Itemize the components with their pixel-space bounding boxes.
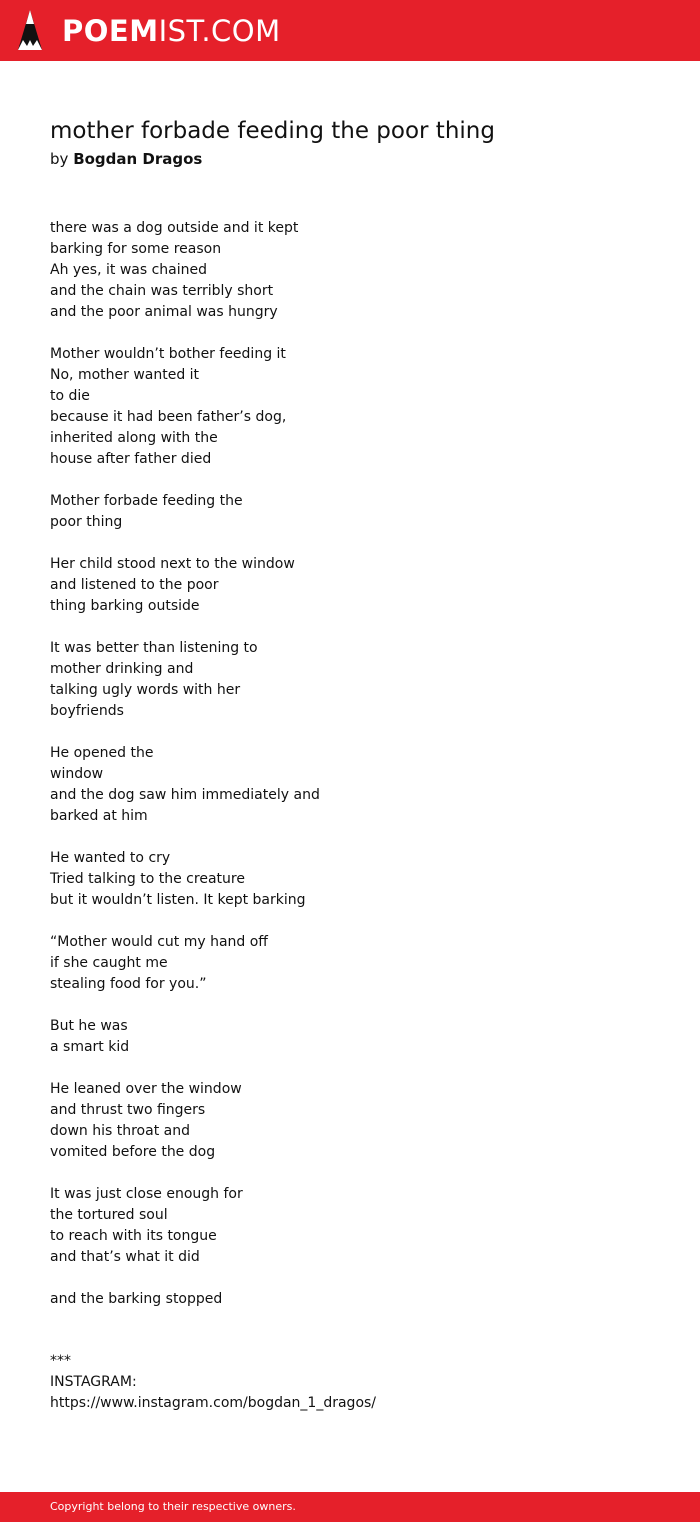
poem-stanza	[50, 218, 650, 323]
poem-line: and the poor animal was hungry	[50, 304, 278, 320]
poem-line: inherited along with the	[50, 430, 218, 446]
poem-line: the tortured soul	[50, 1207, 168, 1223]
poem-stanza	[50, 1184, 650, 1268]
poem-line: He leaned over the window	[50, 1081, 242, 1097]
poem-line: there was a dog outside and it kept	[50, 220, 299, 236]
poem-line: and thrust two fingers	[50, 1102, 206, 1118]
poem-line: Her child stood next to the window	[50, 556, 295, 572]
poem-body	[50, 218, 650, 1331]
poem-line: Tried talking to the creature	[50, 871, 245, 887]
poem-line: boyfriends	[50, 703, 124, 719]
poem-stanza	[50, 554, 650, 617]
poem-line: and the barking stopped	[50, 1291, 223, 1307]
poem-line: and listened to the poor	[50, 577, 219, 593]
poem-title: mother forbade feeding the poor thing	[50, 118, 495, 144]
poem-line: vomited before the dog	[50, 1144, 216, 1160]
byline	[50, 148, 202, 170]
poem-line: poor thing	[50, 514, 123, 530]
site-header	[0, 0, 700, 61]
poem-line: It was just close enough for	[50, 1186, 243, 1202]
poem-line: Mother wouldn’t bother feeding it	[50, 346, 286, 362]
note-line: ***	[50, 1353, 71, 1369]
poem-line: thing barking outside	[50, 598, 200, 614]
instagram-link[interactable]: https://www.instagram.com/bogdan_1_dragos/	[50, 1395, 377, 1411]
poem-line: to die	[50, 388, 90, 404]
poem-line: stealing food for you.”	[50, 976, 207, 992]
by-label: by	[50, 150, 69, 168]
poem-line: window	[50, 766, 104, 782]
poem-stanza	[50, 848, 650, 911]
poem-stanza	[50, 491, 650, 533]
poem-line: No, mother wanted it	[50, 367, 200, 383]
poem-line: Ah yes, it was chained	[50, 262, 208, 278]
poem-stanza	[50, 1016, 650, 1058]
logo-bold-part: POEM	[62, 14, 159, 48]
poem-stanza	[50, 743, 650, 827]
poem-line: because it had been father’s dog,	[50, 409, 287, 425]
author-name[interactable]: Bogdan Dragos	[73, 150, 203, 168]
poem-line: and the dog saw him immediately and	[50, 787, 320, 803]
copyright-text: Copyright belong to their respective owners.	[50, 1500, 296, 1513]
site-logo[interactable]	[62, 13, 281, 49]
poem-line: He wanted to cry	[50, 850, 171, 866]
poem-line: barked at him	[50, 808, 148, 824]
poem-line: a smart kid	[50, 1039, 130, 1055]
note-line: INSTAGRAM:	[50, 1374, 137, 1390]
poem-line: Mother forbade feeding the	[50, 493, 243, 509]
poem-line: It was better than listening to	[50, 640, 258, 656]
site-footer	[0, 1492, 700, 1522]
pencil-tip-icon[interactable]	[16, 8, 44, 52]
poem-line: and that’s what it did	[50, 1249, 200, 1265]
poem-stanza	[50, 344, 650, 470]
poem-line: But he was	[50, 1018, 128, 1034]
poem-line: talking ugly words with her	[50, 682, 241, 698]
poem-line: He opened the	[50, 745, 154, 761]
poem-stanza	[50, 1289, 650, 1310]
poem-line: house after father died	[50, 451, 212, 467]
poem-line: and the chain was terribly short	[50, 283, 274, 299]
poem-line: to reach with its tongue	[50, 1228, 217, 1244]
poem-line: “Mother would cut my hand off	[50, 934, 268, 950]
logo-light-part: IST.COM	[158, 14, 281, 48]
poem-stanza	[50, 1079, 650, 1163]
poem-line: down his throat and	[50, 1123, 190, 1139]
poem-line: mother drinking and	[50, 661, 194, 677]
poem-line: if she caught me	[50, 955, 168, 971]
poem-stanza	[50, 638, 650, 722]
poem-stanza	[50, 932, 650, 995]
poem-notes	[50, 1351, 376, 1414]
poem-line: but it wouldn’t listen. It kept barking	[50, 892, 306, 908]
poem-line: barking for some reason	[50, 241, 222, 257]
